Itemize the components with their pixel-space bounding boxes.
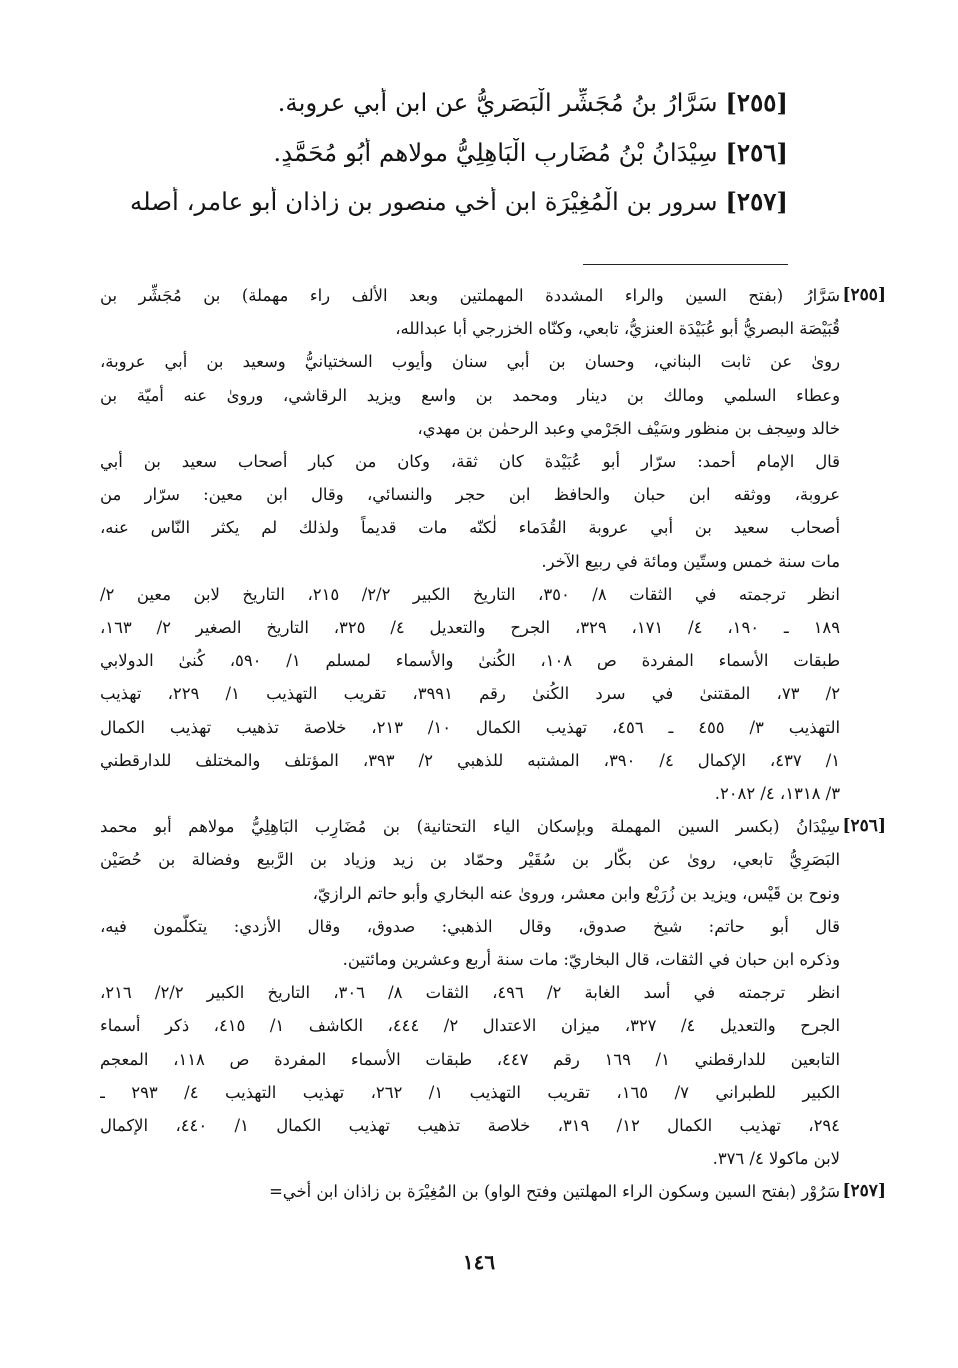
entry-text: سرور بن الْمُغِيْرَة ابن أخي منصور بن زاذان أبو عامر، أصله <box>129 187 718 216</box>
entry-number: [٢٥٥] <box>725 88 788 117</box>
footnote-number: [٢٥٦] <box>842 816 886 837</box>
entry-text: سِيْدَانُ بْنُ مُضَارِبٍ الْبَاهِلِيُّ مولاهم أَبُو مُحَمَّدٍ. <box>273 138 718 167</box>
footnote-256 <box>100 810 886 1175</box>
footnote-line: التابعين للدارقطني ١/ ١٦٩ رقم ٤٤٧، طبقات الأسماء المفردة ص ١١٨، المعجم <box>100 1049 840 1069</box>
footnote-line: الكبير للطبراني ٧/ ١٦٥، تقريب التهذيب ١/ ٢٦٢، تهذيب التهذيب ٤/ ٢٩٣ ـ <box>100 1082 840 1102</box>
main-entry-256 <box>98 138 788 167</box>
footnotes <box>100 279 886 1209</box>
footnote-line: مات سنة خمس وستّين ومائة في ربيع الآخر. <box>541 551 840 571</box>
footnote-line: ٢٩٤، تهذيب الكمال ١٢/ ٣١٩، خلاصة تذهيب تهذيب الكمال ١/ ٤٤٠، الإكمال <box>100 1116 840 1136</box>
footnote-divider <box>583 264 788 265</box>
footnote-line: عروبة، ووثقه ابن حبان والحافظ ابن حجر والنسائي، وقال ابن معين: سرّار من <box>100 485 840 505</box>
footnote-line: قُبَيْصَة البصريُّ أبو عُبَيْدَة العنزيُّ، تابعي، وكنّاه الخزرجي أبا عبدالله، <box>395 319 840 339</box>
footnote-number: [٢٥٧] <box>842 1181 886 1202</box>
footnote-line: انظر ترجمته في أسد الغابة ٢/ ٤٩٦، الثقات ٨/ ٣٠٦، التاريخ الكبير ٢/٢/ ٢١٦، <box>100 983 840 1003</box>
footnote-line: الجرح والتعديل ٤/ ٣٢٧، ميزان الاعتدال ٢/ ٤٤٤، الكاشف ١/ ٤١٥، ذكر أسماء <box>100 1016 840 1036</box>
footnote-line: ١/ ٤٣٧، الإكمال ٤/ ٣٩٠، المشتبه للذهبي ٢/ ٣٩٣، المؤتلف والمختلف للدارقطني <box>100 750 840 770</box>
footnote-line: لابن ماكولا ٤/ ٣٧٦. <box>712 1149 840 1169</box>
entry-text: سَرَّارُ بنُ مُجَشِّرٍ الْبَصَرِيُّ عن ابن أبي عروبة. <box>277 88 718 117</box>
footnote-line: التهذيب ٣/ ٤٥٥ ـ ٤٥٦، تهذيب الكمال ١٠/ ٢١٣، خلاصة تذهيب تهذيب الكمال <box>100 717 840 737</box>
footnote-line: قال الإمام أحمد: سرّار أبو عُبَيْدة كان ثقة، وكان من كبار أصحاب سعيد بن أبي <box>100 452 840 472</box>
footnote-line: روىٰ عن ثابت البناني، وحسان بن أبي سنان وأيوب السختيانيُّ وسعيد بن أبي عروبة، <box>100 352 840 372</box>
footnote-line: خالد وسِجف بن منظور وسَيْف الجَرْمي وعبد الرحمٰن بن مهدي، <box>417 418 840 438</box>
footnote-line: سَرُوْر (بفتح السين وسكون الراء المهلتين وفتح الواو) بن المُغِيْرَة بن زاذان ابن أخي= <box>269 1182 840 1202</box>
footnote-line: سِيْدَانُ (بكسر السين المهملة وبإسكان الياء التحتانية) بن مُضَارِب البَاهِلِيُّ مولاهم أبو محمد <box>100 817 840 837</box>
footnote-number: [٢٥٥] <box>842 285 886 305</box>
main-entry-257 <box>100 187 788 216</box>
footnote-line: أصحاب سعيد بن أبي عروبة القُدَماء لٰكنّه مات قديماً ولذلك لم يكثر النّاس عنه، <box>100 518 840 538</box>
footnote-line: ٢/ ٧٣، المقتنىٰ في سرد الكُنىٰ رقم ٣٩٩١، تقريب التهذيب ١/ ٢٢٩، تهذيب <box>100 684 840 704</box>
footnote-line: انظر ترجمته في الثقات ٨/ ٣٥٠، التاريخ الكبير ٢/٢/ ٢١٥، التاريخ لابن معين ٢/ <box>100 584 840 604</box>
footnote-line: ونوح بن قَيْس، ويزيد بن زُرَيْع وابن معشر، وروىٰ عنه البخاري وأبو حاتم الرازيّ، <box>312 883 840 903</box>
entry-number: [٢٥٧] <box>725 187 788 216</box>
footnote-257 <box>100 1175 886 1208</box>
footnote-line: طبقات الأسماء المفردة ص ١٠٨، الكُنىٰ والأسماء لمسلم ١/ ٥٩٠، كُنىٰ الدولابي <box>100 651 840 671</box>
footnote-line: ٣/ ١٣١٨، ٤/ ٢٠٨٢. <box>714 784 840 804</box>
footnote-line: قال أبو حاتم: شيخ صدوق، وقال الذهبي: صدوق، وقال الأزدي: يتكلّمون فيه، <box>100 916 840 936</box>
footnote-line: وذكره ابن حبان في الثقات، قال البخاريّ: مات سنة أربع وعشرين ومائتين. <box>342 950 840 970</box>
main-entry-255 <box>98 88 788 117</box>
footnote-line: وعطاء السلمي ومالك بن دينار ومحمد بن واسع ويزيد الرقاشي، وروىٰ عنه أميّة بن <box>100 385 840 405</box>
footnote-line: ١٨٩ ـ ١٩٠، ٤/ ١٧١، ٣٢٩، الجرح والتعديل ٤/ ٣٢٥، التاريخ الصغير ٢/ ١٦٣، <box>100 618 840 638</box>
footnote-line: البَصَرِيُّ تابعي، روىٰ عن بكّار بن سُقَيْر وحمّاد بن زيد وزياد بن الرَّبيع وفضالة بن حُصَيْن <box>100 850 840 870</box>
footnote-255 <box>100 279 886 810</box>
page-number: ١٤٦ <box>462 1250 496 1274</box>
footnote-line: سَرَّارُ (بفتح السين والراء المشددة المهملتين وبعد الألف راء مهملة) بن مُجَشِّر بن <box>100 286 840 305</box>
entry-number: [٢٥٦] <box>725 138 788 167</box>
